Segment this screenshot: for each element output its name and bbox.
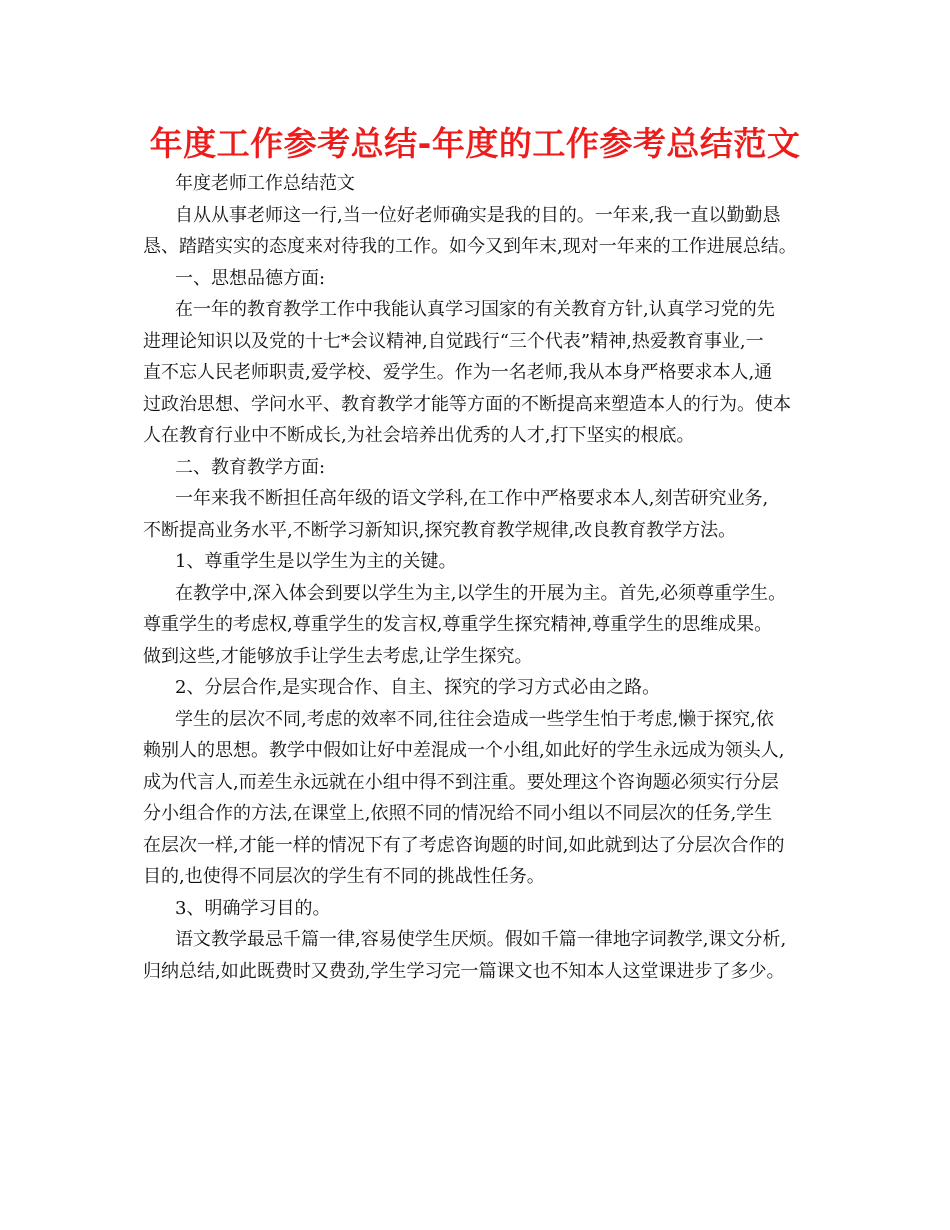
body-line: 在一年的教育教学工作中我能认真学习国家的有关教育方针,认真学习党的先: [175, 299, 775, 320]
document-body: [143, 168, 815, 987]
body-line: 恳、踏踏实实的态度来对待我的工作。如今又到年末,现对一年来的工作进展总结。: [143, 236, 797, 257]
body-line: 成为代言人,而差生永远就在小组中得不到注重。要处理这个咨询题必须实行分层: [143, 771, 779, 793]
subsection-heading: 3、明确学习目的。: [175, 897, 331, 919]
body-line: 赖别人的思想。教学中假如让好中差混成一个小组,如此好的学生永远成为领头人,: [143, 740, 785, 761]
body-line: 一年来我不断担任高年级的语文学科,在工作中严格要求本人,刻苦研究业务,: [175, 488, 769, 509]
body-line: 进理论知识以及党的十七*会议精神,自觉践行“三个代表”精神,热爱教育事业,一: [143, 330, 764, 352]
body-line: 学生的层次不同,考虑的效率不同,往往会造成一些学生怕于考虑,懒于探究,依: [175, 708, 774, 730]
body-line: 在层次一样,才能一样的情况下有了考虑咨询题的时间,如此就到达了分层次合作的: [143, 834, 785, 856]
body-line: 做到这些,才能够放手让学生去考虑,让学生探究。: [143, 645, 533, 667]
section-heading: 二、教育教学方面:: [175, 456, 326, 478]
section-heading: 一、思想品德方面:: [175, 267, 326, 289]
body-line: 语文教学最忌千篇一律,容易使学生厌烦。假如千篇一律地字词教学,课文分析,: [175, 929, 787, 950]
document-title: 年度工作参考总结-年度的工作参考总结范文: [149, 124, 801, 163]
body-line: 自从从事老师这一行,当一位好老师确实是我的目的。一年来,我一直以勤勤恳: [175, 204, 781, 226]
subsection-heading: 2、分层合作,是实现合作、自主、探究的学习方式必由之路。: [175, 677, 661, 698]
body-line: 不断提高业务水平,不断学习新知识,探究教育教学规律,改良教育教学方法。: [143, 519, 737, 541]
body-line: 在教学中,深入体会到要以学生为主,以学生的开展为主。首先,必须尊重学生。: [175, 582, 787, 604]
body-line: 直不忘人民老师职责,爱学校、爱学生。作为一名老师,我从本身严格要求本人,通: [143, 362, 773, 383]
body-line: 归纳总结,如此既费时又费劲,学生学习完一篇课文也不知本人这堂课进步了多少。: [143, 960, 785, 982]
body-line: 年度老师工作总结范文: [175, 173, 355, 194]
subsection-heading: 1、尊重学生是以学生为主的关键。: [175, 551, 457, 572]
body-line: 过政治思想、学问水平、教育教学才能等方面的不断提高来塑造本人的行为。使本: [143, 393, 791, 415]
body-line: 目的,也使得不同层次的学生有不同的挑战性任务。: [143, 866, 545, 887]
body-line: 尊重学生的考虑权,尊重学生的发言权,尊重学生探究精神,尊重学生的思维成果。: [143, 614, 773, 635]
body-line: 分小组合作的方法,在课堂上,依照不同的情况给不同小组以不同层次的任务,学生: [143, 803, 773, 824]
body-line: 人在教育行业中不断成长,为社会培养出优秀的人才,打下坚实的根底。: [143, 425, 695, 446]
